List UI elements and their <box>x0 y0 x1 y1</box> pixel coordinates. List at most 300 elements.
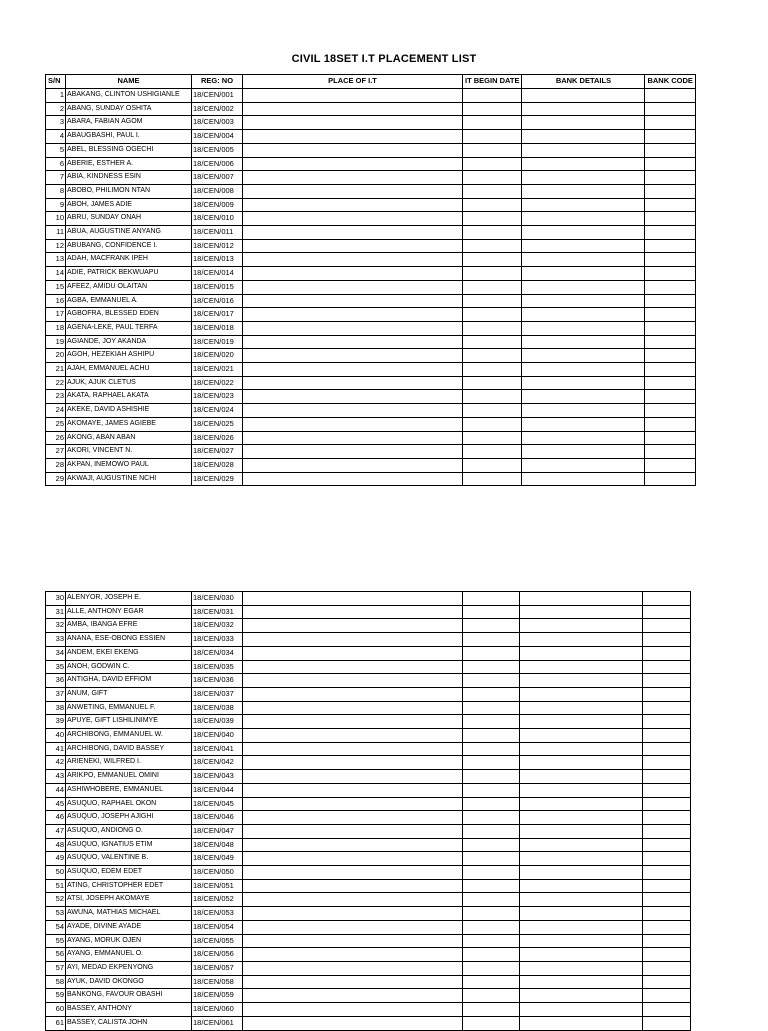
row-bank-code <box>643 811 691 825</box>
row-place-of-it <box>243 824 463 838</box>
row-bank-details <box>522 458 645 472</box>
row-place-of-it <box>243 376 463 390</box>
table-row <box>46 646 691 660</box>
row-bank-code <box>645 390 695 404</box>
row-name: AKEKE, DAVID ASHISHIE <box>66 404 192 418</box>
row-bank-code <box>645 431 695 445</box>
table-row <box>46 742 691 756</box>
row-place-of-it <box>243 852 463 866</box>
row-reg-no: 18/CEN/018 <box>192 321 243 335</box>
row-name: ATING, CHRISTOPHER EDET <box>66 879 192 893</box>
row-bank-details <box>520 989 643 1003</box>
row-bank-details <box>520 961 643 975</box>
table-row <box>46 592 691 606</box>
row-sn: 50 <box>46 866 66 880</box>
row-it-begin-date <box>463 89 522 103</box>
row-sn: 27 <box>46 445 66 459</box>
row-reg-no: 18/CEN/027 <box>192 445 243 459</box>
row-bank-details <box>522 404 645 418</box>
row-sn: 16 <box>46 294 66 308</box>
row-it-begin-date <box>463 349 522 363</box>
table-row <box>46 458 696 472</box>
row-name: ABAKANG, CLINTON USHIGIANLE <box>66 89 192 103</box>
table-row <box>46 783 691 797</box>
row-it-begin-date <box>463 184 522 198</box>
row-it-begin-date <box>463 838 520 852</box>
table-row <box>46 824 691 838</box>
row-sn: 34 <box>46 646 66 660</box>
row-bank-code <box>643 592 691 606</box>
row-name: ABAUGBASHI, PAUL I. <box>66 130 192 144</box>
row-sn: 23 <box>46 390 66 404</box>
row-bank-code <box>645 445 695 459</box>
row-sn: 46 <box>46 811 66 825</box>
row-it-begin-date <box>463 102 522 116</box>
row-place-of-it <box>243 687 463 701</box>
row-place-of-it <box>243 445 463 459</box>
row-bank-details <box>520 1003 643 1017</box>
row-place-of-it <box>243 89 463 103</box>
row-reg-no: 18/CEN/053 <box>192 907 243 921</box>
row-sn: 32 <box>46 619 66 633</box>
row-place-of-it <box>243 893 463 907</box>
row-reg-no: 18/CEN/026 <box>192 431 243 445</box>
row-bank-code <box>643 646 691 660</box>
row-it-begin-date <box>463 824 520 838</box>
row-it-begin-date <box>463 975 520 989</box>
table-row <box>46 102 696 116</box>
row-bank-code <box>643 674 691 688</box>
row-it-begin-date <box>463 198 522 212</box>
row-bank-details <box>520 934 643 948</box>
row-bank-details <box>520 783 643 797</box>
table-row <box>46 756 691 770</box>
row-it-begin-date <box>463 605 520 619</box>
row-name: AGOH, HEZEKIAH ASHIPU <box>66 349 192 363</box>
row-reg-no: 18/CEN/038 <box>192 701 243 715</box>
row-it-begin-date <box>463 961 520 975</box>
row-it-begin-date <box>463 797 520 811</box>
row-reg-no: 18/CEN/037 <box>192 687 243 701</box>
row-place-of-it <box>243 674 463 688</box>
row-bank-details <box>520 811 643 825</box>
row-it-begin-date <box>463 308 522 322</box>
row-name: ANANA, ESE-OBONG ESSIEN <box>66 633 192 647</box>
row-name: AGBA, EMMANUEL A. <box>66 294 192 308</box>
row-bank-code <box>643 838 691 852</box>
row-name: ABOBO, PHILIMON NTAN <box>66 184 192 198</box>
row-place-of-it <box>243 633 463 647</box>
row-bank-details <box>520 920 643 934</box>
row-reg-no: 18/CEN/054 <box>192 920 243 934</box>
row-name: AYUK, DAVID OKONGO <box>66 975 192 989</box>
row-bank-details <box>522 157 645 171</box>
header-it-begin-date: IT BEGIN DATE <box>463 75 522 89</box>
row-bank-code <box>645 89 695 103</box>
table-row <box>46 729 691 743</box>
row-reg-no: 18/CEN/033 <box>192 633 243 647</box>
row-bank-details <box>522 198 645 212</box>
row-reg-no: 18/CEN/057 <box>192 961 243 975</box>
row-name: BASSEY, CALISTA JOHN <box>66 1016 192 1030</box>
table-row <box>46 157 696 171</box>
row-bank-details <box>522 363 645 377</box>
row-place-of-it <box>243 184 463 198</box>
row-bank-code <box>643 920 691 934</box>
row-bank-details <box>522 226 645 240</box>
row-place-of-it <box>243 390 463 404</box>
row-sn: 6 <box>46 157 66 171</box>
row-place-of-it <box>243 866 463 880</box>
row-place-of-it <box>243 267 463 281</box>
row-bank-code <box>645 157 695 171</box>
row-it-begin-date <box>463 674 520 688</box>
table-row <box>46 363 696 377</box>
row-bank-code <box>645 280 695 294</box>
table-row <box>46 184 696 198</box>
row-reg-no: 18/CEN/050 <box>192 866 243 880</box>
row-reg-no: 18/CEN/041 <box>192 742 243 756</box>
row-bank-code <box>643 797 691 811</box>
row-name: ARIKPO, EMMANUEL OMINI <box>66 770 192 784</box>
row-name: AGENA-LEKE, PAUL TERFA <box>66 321 192 335</box>
row-it-begin-date <box>463 157 522 171</box>
row-sn: 30 <box>46 592 66 606</box>
row-bank-code <box>643 879 691 893</box>
row-bank-details <box>520 866 643 880</box>
row-sn: 52 <box>46 893 66 907</box>
table-row <box>46 143 696 157</box>
row-place-of-it <box>243 729 463 743</box>
row-it-begin-date <box>463 280 522 294</box>
row-reg-no: 18/CEN/056 <box>192 948 243 962</box>
header-name: NAME <box>66 75 192 89</box>
row-place-of-it <box>243 797 463 811</box>
row-reg-no: 18/CEN/048 <box>192 838 243 852</box>
row-name: ABOH, JAMES ADIE <box>66 198 192 212</box>
row-bank-details <box>522 417 645 431</box>
row-bank-details <box>520 838 643 852</box>
row-name: AJUK, AJUK CLETUS <box>66 376 192 390</box>
table-row <box>46 417 696 431</box>
row-bank-code <box>643 961 691 975</box>
table-row <box>46 267 696 281</box>
row-name: ABIA, KINDNESS ESIN <box>66 171 192 185</box>
row-name: ADAH, MACFRANK IPEH <box>66 253 192 267</box>
row-reg-no: 18/CEN/043 <box>192 770 243 784</box>
row-sn: 8 <box>46 184 66 198</box>
table-row <box>46 130 696 144</box>
row-bank-code <box>643 893 691 907</box>
row-reg-no: 18/CEN/013 <box>192 253 243 267</box>
row-place-of-it <box>243 308 463 322</box>
row-reg-no: 18/CEN/047 <box>192 824 243 838</box>
row-name: AWUNA, MATHIAS MICHAEL <box>66 907 192 921</box>
row-sn: 36 <box>46 674 66 688</box>
row-bank-code <box>645 417 695 431</box>
row-bank-details <box>520 975 643 989</box>
row-sn: 38 <box>46 701 66 715</box>
row-place-of-it <box>243 280 463 294</box>
table-row <box>46 321 696 335</box>
row-it-begin-date <box>463 742 520 756</box>
row-name: AGIANDE, JOY AKANDA <box>66 335 192 349</box>
row-reg-no: 18/CEN/040 <box>192 729 243 743</box>
row-place-of-it <box>243 920 463 934</box>
row-name: ANUM, GIFT <box>66 687 192 701</box>
row-it-begin-date <box>463 715 520 729</box>
row-name: AKPAN, INEMOWO PAUL <box>66 458 192 472</box>
row-reg-no: 18/CEN/014 <box>192 267 243 281</box>
row-sn: 37 <box>46 687 66 701</box>
row-bank-code <box>643 975 691 989</box>
table-row <box>46 376 696 390</box>
row-it-begin-date <box>463 1016 520 1030</box>
row-place-of-it <box>243 646 463 660</box>
row-reg-no: 18/CEN/042 <box>192 756 243 770</box>
row-it-begin-date <box>463 143 522 157</box>
row-bank-code <box>643 729 691 743</box>
table-row <box>46 660 691 674</box>
row-sn: 33 <box>46 633 66 647</box>
row-sn: 47 <box>46 824 66 838</box>
row-bank-code <box>645 130 695 144</box>
row-name: AFEEZ, AMIDU OLAITAN <box>66 280 192 294</box>
row-bank-details <box>520 770 643 784</box>
row-bank-code <box>645 267 695 281</box>
row-reg-no: 18/CEN/005 <box>192 143 243 157</box>
row-name: APUYE, GIFT LISHILINIMYE <box>66 715 192 729</box>
row-bank-details <box>522 335 645 349</box>
row-sn: 2 <box>46 102 66 116</box>
row-bank-code <box>645 102 695 116</box>
row-bank-details <box>520 797 643 811</box>
row-bank-details <box>522 171 645 185</box>
row-reg-no: 18/CEN/060 <box>192 1003 243 1017</box>
row-reg-no: 18/CEN/045 <box>192 797 243 811</box>
row-name: ALENYOR, JOSEPH E. <box>66 592 192 606</box>
row-place-of-it <box>243 321 463 335</box>
row-bank-details <box>522 349 645 363</box>
row-sn: 13 <box>46 253 66 267</box>
row-reg-no: 18/CEN/011 <box>192 226 243 240</box>
row-place-of-it <box>243 143 463 157</box>
row-sn: 54 <box>46 920 66 934</box>
row-reg-no: 18/CEN/009 <box>192 198 243 212</box>
row-name: ANTIGHA, DAVID EFFIOM <box>66 674 192 688</box>
row-sn: 17 <box>46 308 66 322</box>
row-name: ANOH, GODWIN C. <box>66 660 192 674</box>
row-reg-no: 18/CEN/058 <box>192 975 243 989</box>
row-name: ASHIWHOBERE, EMMANUEL <box>66 783 192 797</box>
row-it-begin-date <box>463 404 522 418</box>
row-bank-details <box>522 321 645 335</box>
table-row <box>46 948 691 962</box>
row-bank-code <box>645 253 695 267</box>
row-bank-code <box>643 852 691 866</box>
row-it-begin-date <box>463 934 520 948</box>
row-bank-code <box>645 198 695 212</box>
row-bank-details <box>520 715 643 729</box>
row-name: AKONG, ABAN ABAN <box>66 431 192 445</box>
table-row <box>46 390 696 404</box>
row-bank-details <box>522 130 645 144</box>
row-bank-code <box>643 633 691 647</box>
row-sn: 55 <box>46 934 66 948</box>
row-sn: 18 <box>46 321 66 335</box>
row-sn: 48 <box>46 838 66 852</box>
table-row <box>46 472 696 486</box>
table-row <box>46 605 691 619</box>
row-bank-code <box>645 184 695 198</box>
row-name: AYANG, EMMANUEL O. <box>66 948 192 962</box>
row-sn: 53 <box>46 907 66 921</box>
row-it-begin-date <box>463 770 520 784</box>
row-bank-details <box>522 376 645 390</box>
row-bank-details <box>522 212 645 226</box>
row-it-begin-date <box>463 893 520 907</box>
table-row <box>46 674 691 688</box>
row-sn: 1 <box>46 89 66 103</box>
row-it-begin-date <box>463 321 522 335</box>
row-it-begin-date <box>463 592 520 606</box>
row-name: AYI, MEDAD EKPENYONG <box>66 961 192 975</box>
row-name: ANDEM, EKEI EKENG <box>66 646 192 660</box>
row-sn: 25 <box>46 417 66 431</box>
row-name: ABUA, AUGUSTINE ANYANG <box>66 226 192 240</box>
row-reg-no: 18/CEN/015 <box>192 280 243 294</box>
row-it-begin-date <box>463 116 522 130</box>
row-bank-code <box>643 687 691 701</box>
row-bank-code <box>645 116 695 130</box>
row-reg-no: 18/CEN/003 <box>192 116 243 130</box>
row-sn: 15 <box>46 280 66 294</box>
row-place-of-it <box>243 961 463 975</box>
row-bank-details <box>522 308 645 322</box>
row-it-begin-date <box>463 920 520 934</box>
table-row <box>46 975 691 989</box>
row-sn: 14 <box>46 267 66 281</box>
row-reg-no: 18/CEN/020 <box>192 349 243 363</box>
row-name: ALLE, ANTHONY EGAR <box>66 605 192 619</box>
row-place-of-it <box>243 701 463 715</box>
row-bank-code <box>643 756 691 770</box>
row-bank-code <box>645 294 695 308</box>
table-row <box>46 907 691 921</box>
row-name: ABUBANG, CONFIDENCE I. <box>66 239 192 253</box>
row-bank-code <box>645 458 695 472</box>
row-sn: 41 <box>46 742 66 756</box>
row-reg-no: 18/CEN/001 <box>192 89 243 103</box>
row-sn: 45 <box>46 797 66 811</box>
row-bank-details <box>520 633 643 647</box>
table-row <box>46 811 691 825</box>
row-bank-details <box>522 445 645 459</box>
row-reg-no: 18/CEN/052 <box>192 893 243 907</box>
row-place-of-it <box>243 431 463 445</box>
row-it-begin-date <box>463 756 520 770</box>
row-bank-details <box>520 893 643 907</box>
row-it-begin-date <box>463 294 522 308</box>
row-reg-no: 18/CEN/036 <box>192 674 243 688</box>
row-name: AYANG, MORUK OJEN <box>66 934 192 948</box>
row-bank-details <box>522 294 645 308</box>
row-it-begin-date <box>463 646 520 660</box>
row-name: ARIENEKI, WILFRED I. <box>66 756 192 770</box>
row-name: ASUQUO, ANDIONG O. <box>66 824 192 838</box>
row-bank-code <box>645 308 695 322</box>
row-place-of-it <box>243 157 463 171</box>
row-sn: 51 <box>46 879 66 893</box>
row-place-of-it <box>243 335 463 349</box>
table-row <box>46 961 691 975</box>
row-name: ASUQUO, IGNATIUS ETIM <box>66 838 192 852</box>
table-row <box>46 989 691 1003</box>
row-name: ASUQUO, JOSEPH AJIGHI <box>66 811 192 825</box>
row-sn: 31 <box>46 605 66 619</box>
row-bank-code <box>643 1016 691 1030</box>
row-reg-no: 18/CEN/059 <box>192 989 243 1003</box>
row-bank-details <box>520 824 643 838</box>
row-it-begin-date <box>463 171 522 185</box>
table-row <box>46 633 691 647</box>
table-row <box>46 838 691 852</box>
row-place-of-it <box>243 989 463 1003</box>
row-reg-no: 18/CEN/024 <box>192 404 243 418</box>
header-bank-details: BANK DETAILS <box>522 75 645 89</box>
table-row <box>46 687 691 701</box>
row-name: ATSI, JOSEPH AKOMAYE <box>66 893 192 907</box>
row-sn: 19 <box>46 335 66 349</box>
row-bank-code <box>643 866 691 880</box>
row-place-of-it <box>243 660 463 674</box>
row-reg-no: 18/CEN/046 <box>192 811 243 825</box>
table-row <box>46 89 696 103</box>
row-place-of-it <box>243 294 463 308</box>
row-bank-details <box>520 729 643 743</box>
row-it-begin-date <box>463 783 520 797</box>
row-bank-code <box>643 742 691 756</box>
row-it-begin-date <box>463 212 522 226</box>
row-bank-details <box>522 472 645 486</box>
row-sn: 5 <box>46 143 66 157</box>
row-it-begin-date <box>463 335 522 349</box>
row-bank-details <box>520 948 643 962</box>
row-bank-code <box>643 770 691 784</box>
row-bank-code <box>645 349 695 363</box>
row-place-of-it <box>243 404 463 418</box>
table-row <box>46 404 696 418</box>
row-bank-code <box>645 171 695 185</box>
row-place-of-it <box>243 1003 463 1017</box>
table-row <box>46 171 696 185</box>
table-row <box>46 335 696 349</box>
row-sn: 35 <box>46 660 66 674</box>
row-it-begin-date <box>463 948 520 962</box>
row-place-of-it <box>243 363 463 377</box>
row-bank-code <box>643 783 691 797</box>
row-bank-code <box>645 363 695 377</box>
row-name: AKATA, RAPHAEL AKATA <box>66 390 192 404</box>
row-it-begin-date <box>463 1003 520 1017</box>
table-row <box>46 715 691 729</box>
row-place-of-it <box>243 770 463 784</box>
row-reg-no: 18/CEN/031 <box>192 605 243 619</box>
row-bank-details <box>522 253 645 267</box>
row-bank-code <box>643 715 691 729</box>
row-bank-details <box>520 879 643 893</box>
row-it-begin-date <box>463 811 520 825</box>
